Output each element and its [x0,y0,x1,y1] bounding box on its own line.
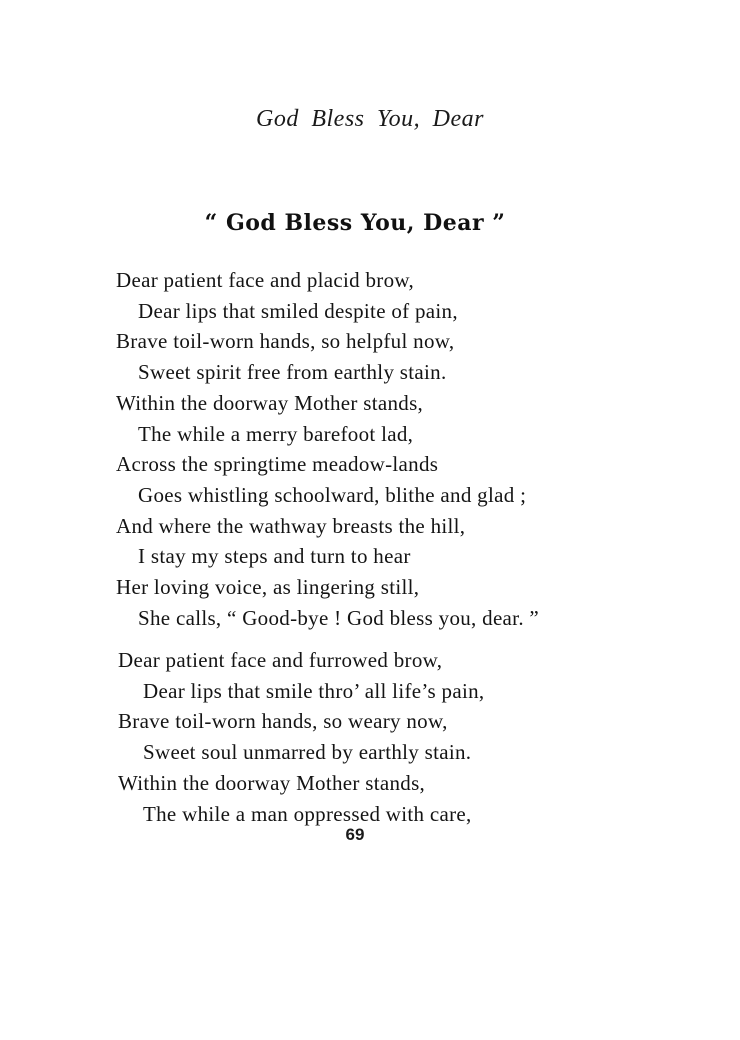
page-number: 69 [345,825,365,844]
running-head: God Bless You, Dear [256,106,484,132]
poem-line: I stay my steps and turn to hear [138,544,411,569]
poem-line: Within the doorway Mother stands, [118,770,426,795]
poem-line: Dear lips that smiled despite of pain, [138,298,458,323]
poem-line: Sweet soul unmarred by earthly stain. [143,740,472,765]
poem-line: Across the springtime meadow-lands [116,452,439,477]
poem-line: Brave toil-worn hands, so weary now, [118,709,448,734]
poem-line: The while a man oppressed with care, [143,801,472,826]
stanza-1 [0,265,740,633]
poem-line: Her loving voice, as lingering still, [116,575,420,600]
poem-line: And where the wathway breasts the hill, [116,513,466,538]
poem-line: The while a merry barefoot lad, [138,421,414,446]
poem-line: She calls, “ Good-bye ! God bless you, dear. ” [138,605,540,630]
poem-title: “ God Bless You, Dear ” [204,210,506,236]
poem-line: Brave toil-worn hands, so helpful now, [116,329,455,354]
poem-line: Dear patient face and placid brow, [116,268,415,292]
stanza-2 [0,645,740,829]
poem-line: Sweet spirit free from earthly stain. [138,360,447,385]
poem-line: Goes whistling schoolward, blithe and glad ; [138,482,527,507]
poem-line: Dear lips that smile thro’ all life’s pain, [143,678,485,703]
poem-line: Dear patient face and furrowed brow, [118,648,443,672]
poem-line: Within the doorway Mother stands, [116,390,424,415]
